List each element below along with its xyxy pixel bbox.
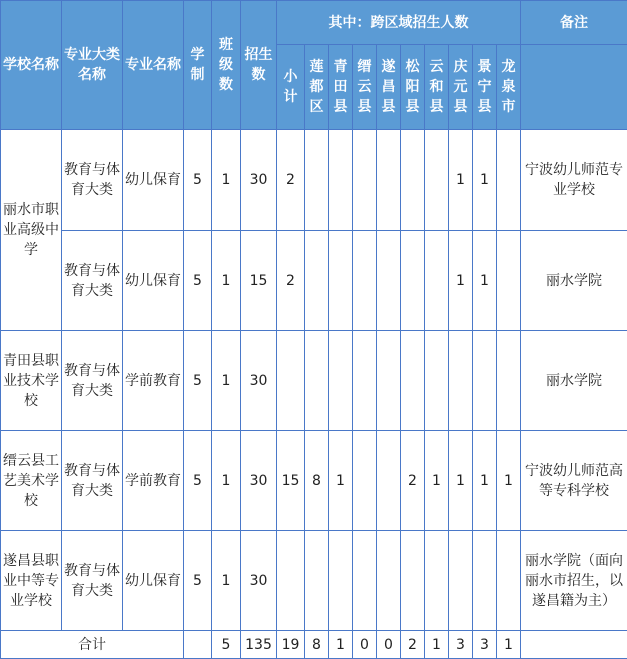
- header-category: 专业大类名称: [62, 1, 123, 130]
- region-count-cell: [497, 531, 521, 631]
- enroll-cell: 30: [241, 431, 277, 531]
- region-count-cell: 1: [473, 130, 497, 231]
- header-region: 小计: [277, 45, 305, 130]
- years-cell: 5: [184, 130, 212, 231]
- header-region: 莲都区: [305, 45, 329, 130]
- region-count-cell: [277, 331, 305, 431]
- total-years: [184, 631, 212, 659]
- remark-cell: 丽水学院（面向丽水市招生，以遂昌籍为主）: [521, 531, 627, 631]
- category-cell: 教育与体育大类: [62, 531, 123, 631]
- total-region-count: 0: [377, 631, 401, 659]
- enroll-cell: 30: [241, 331, 277, 431]
- table-header: [1, 1, 627, 130]
- table-row: [1, 431, 627, 531]
- school-name-cell: 遂昌县职业中等专业学校: [1, 531, 62, 631]
- region-count-cell: [305, 231, 329, 331]
- region-count-cell: [401, 531, 425, 631]
- remark-cell: 丽水学院: [521, 331, 627, 431]
- header-major: 专业名称: [123, 1, 184, 130]
- region-count-cell: 1: [449, 130, 473, 231]
- major-cell: 幼儿保育: [123, 231, 184, 331]
- region-count-cell: 1: [449, 231, 473, 331]
- region-count-cell: 15: [277, 431, 305, 531]
- region-count-cell: [305, 531, 329, 631]
- header-region: 云和县: [425, 45, 449, 130]
- enroll-cell: 15: [241, 231, 277, 331]
- remark-cell: 宁波幼儿师范高等专科学校: [521, 431, 627, 531]
- header-remark: 备注: [521, 1, 627, 45]
- total-region-count: 1: [497, 631, 521, 659]
- table-row: [1, 130, 627, 231]
- header-region: 遂昌县: [377, 45, 401, 130]
- total-row: [1, 631, 627, 659]
- table-row: [1, 231, 627, 331]
- region-count-cell: 1: [329, 431, 353, 531]
- region-count-cell: [329, 130, 353, 231]
- total-remark: [521, 631, 627, 659]
- region-count-cell: [449, 531, 473, 631]
- region-count-cell: [401, 231, 425, 331]
- total-region-count: 1: [425, 631, 449, 659]
- classes-cell: 1: [212, 431, 241, 531]
- region-count-cell: 2: [277, 130, 305, 231]
- total-classes: 5: [212, 631, 241, 659]
- total-region-count: 0: [353, 631, 377, 659]
- region-count-cell: [353, 431, 377, 531]
- region-count-cell: [473, 331, 497, 431]
- region-count-cell: [377, 231, 401, 331]
- table-body: [1, 130, 627, 659]
- region-count-cell: [377, 531, 401, 631]
- region-count-cell: [377, 331, 401, 431]
- region-count-cell: [401, 331, 425, 431]
- region-count-cell: 1: [497, 431, 521, 531]
- header-region: 庆元县: [449, 45, 473, 130]
- category-cell: 教育与体育大类: [62, 331, 123, 431]
- region-count-cell: [329, 331, 353, 431]
- header-region: 青田县: [329, 45, 353, 130]
- total-region-count: 3: [473, 631, 497, 659]
- region-count-cell: [329, 531, 353, 631]
- region-count-cell: 1: [473, 431, 497, 531]
- classes-cell: 1: [212, 130, 241, 231]
- major-cell: 幼儿保育: [123, 531, 184, 631]
- header-region: 景宁县: [473, 45, 497, 130]
- school-name-cell: 青田县职业技术学校: [1, 331, 62, 431]
- category-cell: 教育与体育大类: [62, 130, 123, 231]
- header-region: 松阳县: [401, 45, 425, 130]
- total-label: 合计: [1, 631, 184, 659]
- header-region: 龙泉市: [497, 45, 521, 130]
- header-classes: 班级数: [212, 1, 241, 130]
- region-count-cell: 1: [473, 231, 497, 331]
- header-enroll: 招生数: [241, 1, 277, 130]
- total-enroll: 135: [241, 631, 277, 659]
- header-school: 学校名称: [1, 1, 62, 130]
- region-count-cell: 1: [449, 431, 473, 531]
- region-count-cell: 1: [425, 431, 449, 531]
- years-cell: 5: [184, 331, 212, 431]
- total-region-count: 2: [401, 631, 425, 659]
- header-years: 学制: [184, 1, 212, 130]
- region-count-cell: [353, 231, 377, 331]
- region-count-cell: [497, 331, 521, 431]
- remark-cell: 丽水学院: [521, 231, 627, 331]
- enroll-cell: 30: [241, 531, 277, 631]
- years-cell: 5: [184, 431, 212, 531]
- region-count-cell: [305, 331, 329, 431]
- region-count-cell: [277, 531, 305, 631]
- classes-cell: 1: [212, 231, 241, 331]
- total-region-count: 19: [277, 631, 305, 659]
- region-count-cell: [401, 130, 425, 231]
- enroll-cell: 30: [241, 130, 277, 231]
- region-count-cell: [497, 130, 521, 231]
- region-count-cell: [377, 431, 401, 531]
- years-cell: 5: [184, 531, 212, 631]
- region-count-cell: [425, 331, 449, 431]
- region-count-cell: [425, 231, 449, 331]
- major-cell: 幼儿保育: [123, 130, 184, 231]
- major-cell: 学前教育: [123, 331, 184, 431]
- region-count-cell: 2: [277, 231, 305, 331]
- category-cell: 教育与体育大类: [62, 231, 123, 331]
- region-count-cell: [353, 331, 377, 431]
- table-row: [1, 331, 627, 431]
- category-cell: 教育与体育大类: [62, 431, 123, 531]
- school-name-cell: 缙云县工艺美术学校: [1, 431, 62, 531]
- region-count-cell: [473, 531, 497, 631]
- region-count-cell: [305, 130, 329, 231]
- classes-cell: 1: [212, 531, 241, 631]
- major-cell: 学前教育: [123, 431, 184, 531]
- region-count-cell: 2: [401, 431, 425, 531]
- region-count-cell: [425, 130, 449, 231]
- classes-cell: 1: [212, 331, 241, 431]
- region-count-cell: [329, 231, 353, 331]
- region-count-cell: 8: [305, 431, 329, 531]
- total-region-count: 3: [449, 631, 473, 659]
- region-count-cell: [497, 231, 521, 331]
- region-count-cell: [353, 531, 377, 631]
- table-row: [1, 531, 627, 631]
- region-count-cell: [449, 331, 473, 431]
- header-cross-region: 其中：跨区域招生人数: [277, 1, 521, 45]
- region-count-cell: [353, 130, 377, 231]
- total-region-count: 1: [329, 631, 353, 659]
- region-count-cell: [425, 531, 449, 631]
- total-region-count: 8: [305, 631, 329, 659]
- school-name-cell: 丽水市职业高级中学: [1, 130, 62, 331]
- years-cell: 5: [184, 231, 212, 331]
- header-remark-blank: [521, 45, 627, 130]
- header-region: 缙云县: [353, 45, 377, 130]
- remark-cell: 宁波幼儿师范专业学校: [521, 130, 627, 231]
- region-count-cell: [377, 130, 401, 231]
